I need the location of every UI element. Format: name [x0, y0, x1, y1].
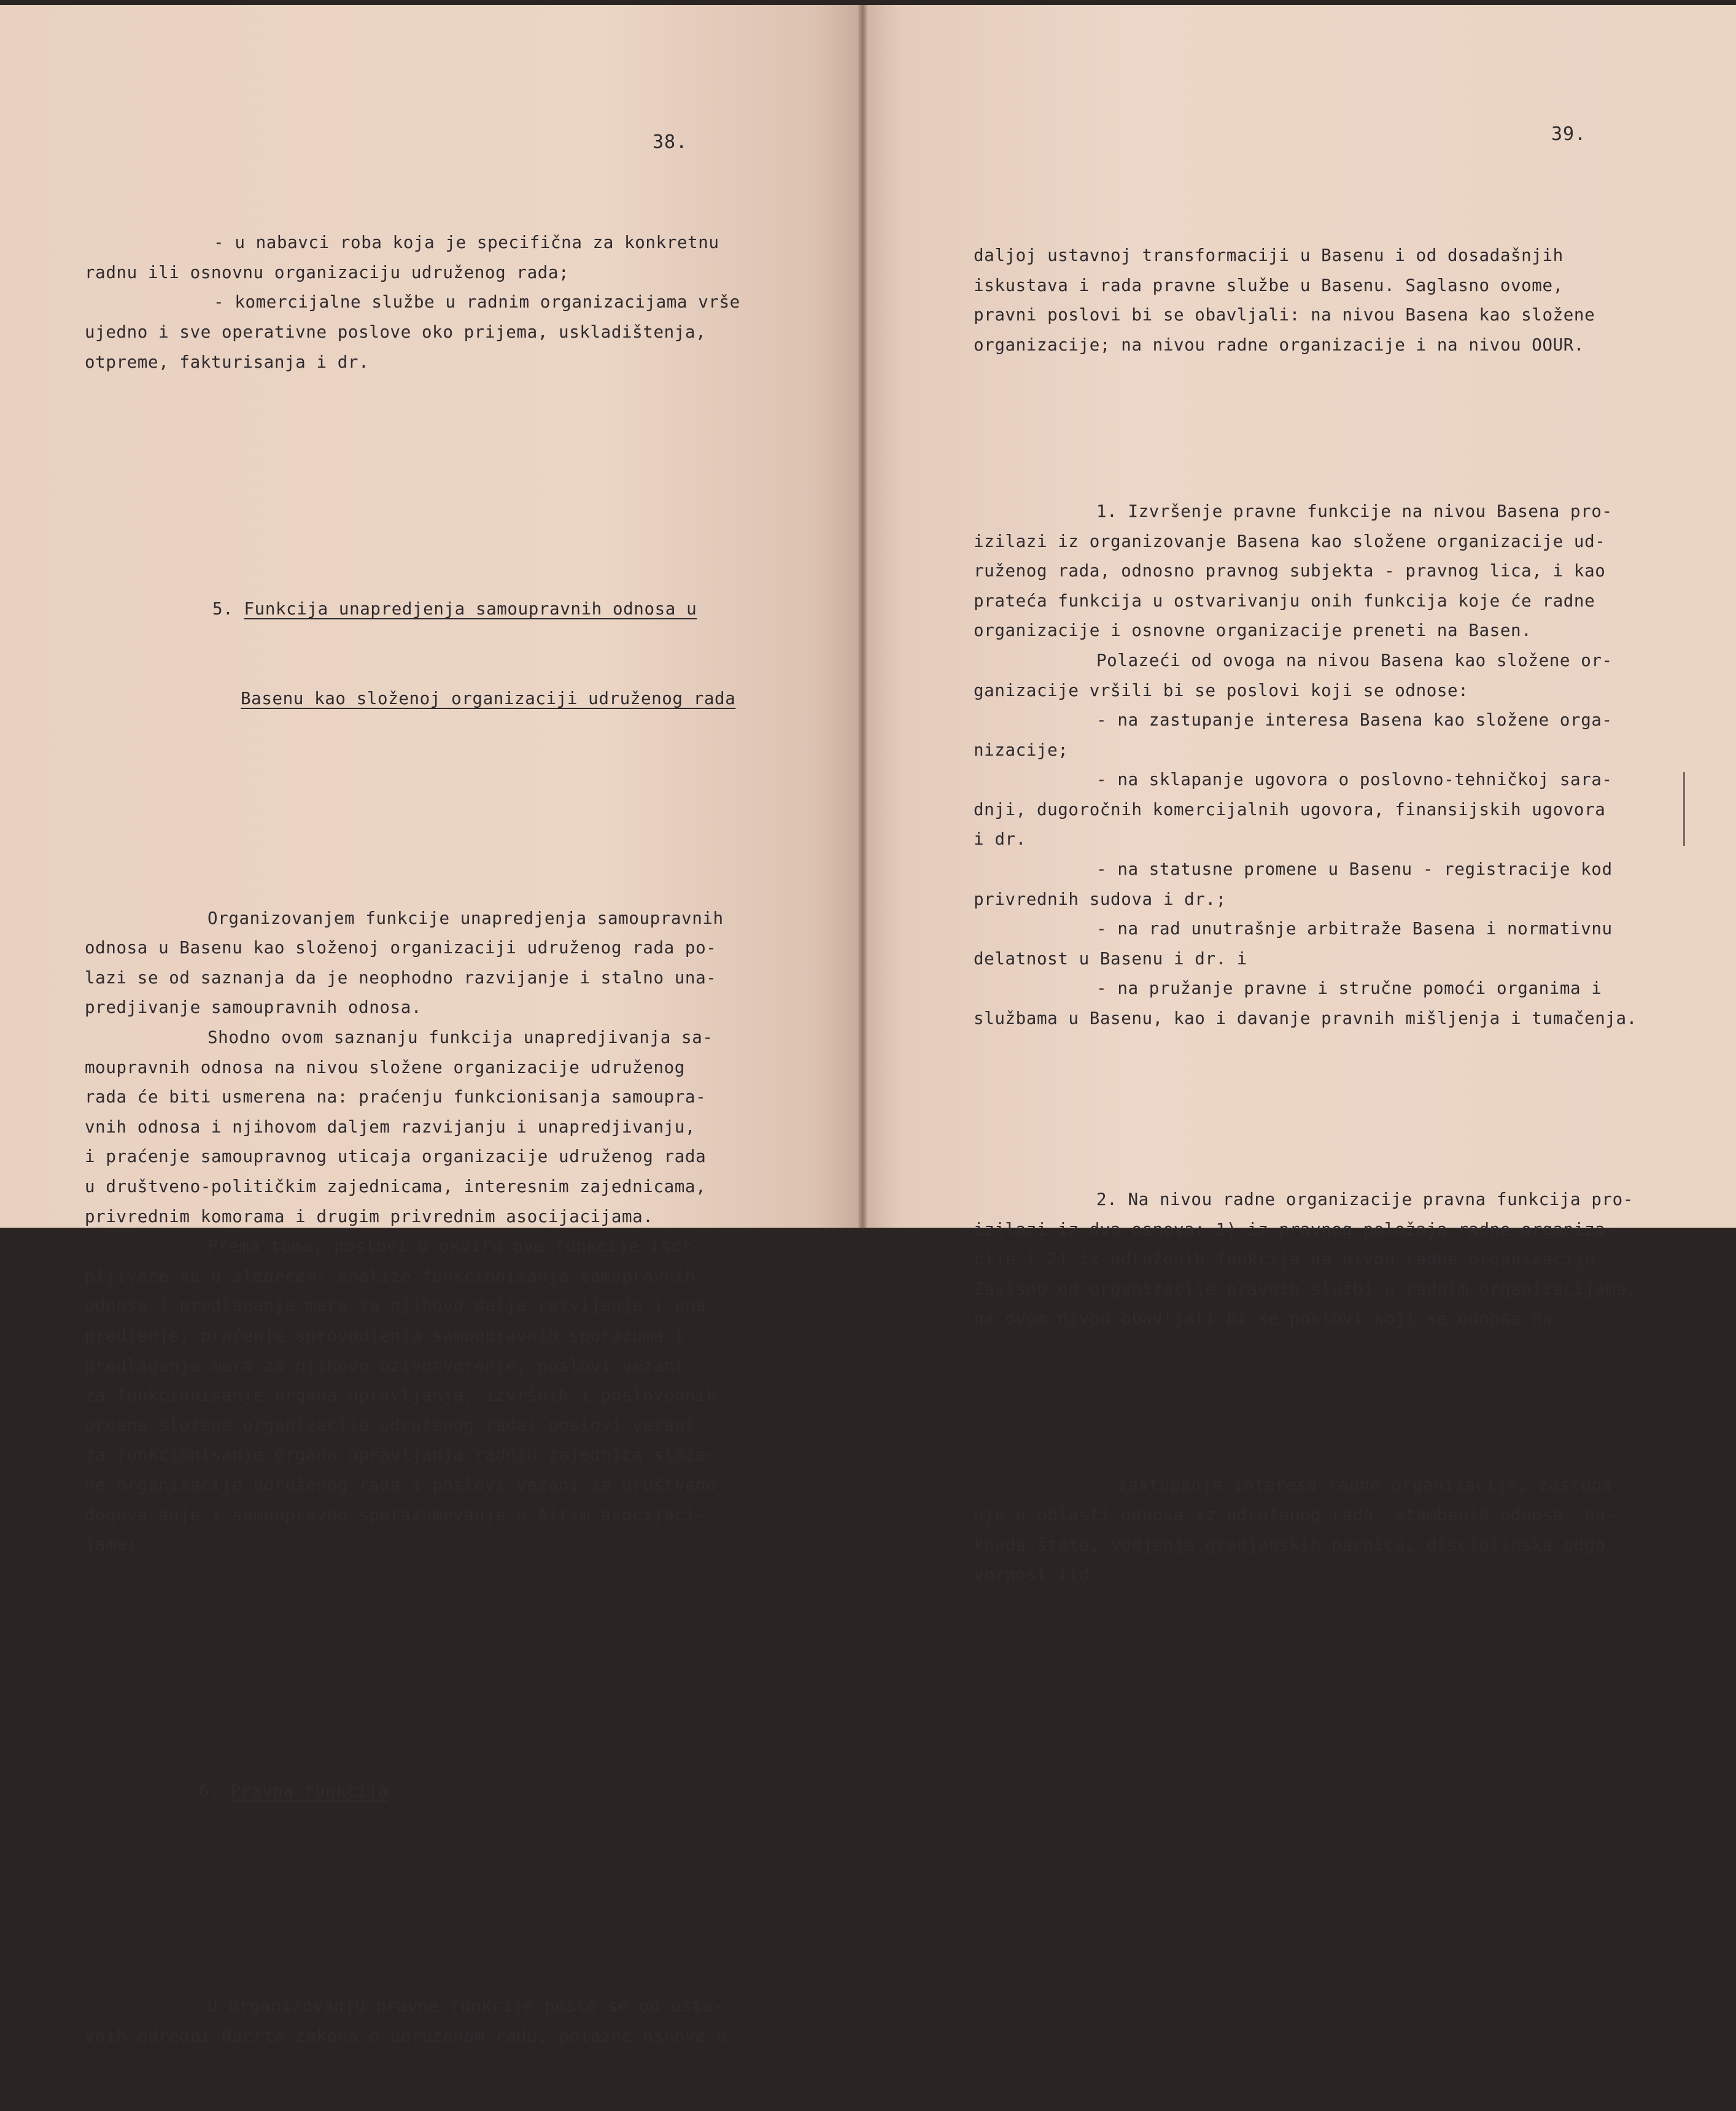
text-line: predjenje; praćenje sprovodjenja samoupravnih sporazuma i — [85, 1325, 685, 1346]
text-line: moupravnih odnosa na nivou složene organizacije udruženog — [85, 1057, 685, 1077]
page-text — [85, 168, 785, 2111]
text-line: i praćenje samoupravnog uticaja organizacije udruženog rada — [85, 1147, 707, 1167]
text-line: ruženog rada, odnosno pravnog subjekta - pravnog lica, i kao — [974, 561, 1606, 581]
heading-number: 5. — [212, 598, 234, 619]
heading-title-line: Pravna funkcija — [230, 1781, 389, 1802]
text-line: odnosa u Basenu kao složenoj organizaciji udruženog rada po- — [85, 938, 717, 958]
page-number: 39. — [1551, 123, 1587, 145]
text-line: Polazeći od ovoga na nivou Basena kao složene or- — [1096, 650, 1613, 670]
text-line: privrednih sudova i dr.; — [974, 889, 1226, 909]
text-line: odnosa i predlaganje mera za njihovo dalje razvijanje i una- — [85, 1296, 717, 1316]
page-number: 38. — [653, 131, 688, 153]
text-line: organa složene organizacije udruženog rada; poslovi vezani — [85, 1415, 696, 1435]
page-text — [974, 181, 1680, 1649]
text-line: za funkcionisanje organa upravljanja radnih zajednica slože- — [85, 1445, 717, 1465]
paragraph-block — [974, 1470, 1680, 1589]
text-line: - na statusne promene u Basenu - registracije kod — [1096, 859, 1613, 880]
section-heading-6 — [85, 1717, 785, 1866]
text-line: - na pružanje pravne i stručne pomoći organima i — [1096, 978, 1602, 999]
text-line: Shodno ovom saznanju funkcija unapredjivanja sa- — [207, 1028, 713, 1048]
text-line: pljivaće se u sledećem: analize funkcionisanja samopravnih — [85, 1266, 696, 1286]
text-line: organizacije i osnovne organizacije preneti na Basen. — [974, 621, 1532, 641]
paragraph-block — [974, 497, 1680, 1034]
text-line: dogovaranje i samoupravno sporazumevanje u širim asocijaci- — [85, 1505, 707, 1525]
text-line: delatnost u Basenu i dr. i — [974, 948, 1248, 969]
text-line: ne organizacije udruženog rada i poslovi vezani za društveno — [85, 1474, 717, 1495]
heading-title-line: Basenu kao složenoj organizaciji udruženog rada — [241, 688, 736, 708]
text-line: prateća funkcija u ostvarivanju onih funkcija koje će radne — [974, 591, 1595, 611]
text-line: Zavisno od organizacije pravnih službi u radnim organizacijama, — [974, 1279, 1637, 1299]
book-gutter — [858, 5, 867, 1228]
text-line: - na rad unutrašnje arbitraže Basena i normativnu — [1096, 919, 1613, 939]
heading-title-line: Funkcija unapredjenja samoupravnih odnosa u — [244, 598, 697, 619]
text-line: - zastupanje interesa radne organizacije, zastupa- — [1096, 1475, 1623, 1495]
paragraph-block — [974, 1185, 1680, 1334]
text-line: izilazi iz dva osnova: 1) iz pravnog položaja radne organiza- — [974, 1219, 1616, 1239]
paragraph-block — [974, 241, 1680, 360]
text-line: ganizacije vršili bi se poslovi koji se odnose: — [974, 680, 1469, 700]
text-line: 2. Na nivou radne organizacije pravna funkcija pro- — [1096, 1190, 1633, 1209]
left-page — [0, 5, 858, 2047]
text-line: knada štete, vodjenje gradjanskih parnica, disciplinska odgo- — [974, 1535, 1616, 1555]
text-line: vornost itd. — [974, 1565, 1100, 1585]
text-line: - na zastupanje interesa Basena kao složene orga- — [1096, 710, 1613, 730]
text-line: iskustava i rada pravne službe u Basenu. Saglasno ovome, — [974, 275, 1564, 295]
text-line: organizacije; na nivou radne organizacije i na nivou OOUR. — [974, 335, 1585, 355]
text-line: otpreme, fakturisanja i dr. — [85, 352, 370, 372]
text-line: radnu ili osnovnu organizaciju udruženog rada; — [85, 262, 570, 282]
margin-mark — [1683, 772, 1685, 846]
text-line: na ovom nivou obavljali bi se poslovi koji se odnose na: — [974, 1309, 1564, 1329]
text-line: predjivanje samoupravnih odnosa. — [85, 997, 422, 1018]
book-spread — [0, 5, 1736, 2047]
text-line: Organizovanjem funkcije unapredjenja samoupravnih — [207, 908, 724, 928]
text-line: vnih odnosa i njihovom daljem razvijanju i unapredjivanju, — [85, 1117, 696, 1137]
text-line: nje u oblasti odnosa iz udruženog rada, stambenih odnosa, na- — [974, 1505, 1616, 1525]
heading-number: 6. — [199, 1781, 220, 1802]
text-line: u društveno-političkim zajednicama, interesnim zajednicama, — [85, 1177, 707, 1196]
text-line: za funkcionisanje organa upravljanja, izvršnih i poslovodnih — [85, 1385, 717, 1406]
text-line: lazi se od saznanja da je neophodno razvijanje i stalno una- — [85, 967, 717, 988]
text-line: rada će biti usmerena na: praćenju funkcionisanja samoupra- — [85, 1087, 707, 1107]
right-page — [867, 5, 1736, 1585]
section-5-body — [85, 904, 785, 1560]
text-line: nizacije; — [974, 740, 1069, 760]
text-line: vnih odredbi Nacrta zakona o udruženom radu, polazne osnove u — [85, 2026, 727, 2047]
text-line: 1. Izvršenje pravne funkcije na nivou Basena pro- — [1096, 501, 1613, 521]
text-line: pravni poslovi bi se obavljali: na nivou Basena kao složene — [974, 305, 1595, 325]
text-line: - komercijalne službe u radnim organizacijama vrše — [214, 292, 740, 312]
text-line: dnji, dugoročnih komercijalnih ugovora, finansijskih ugovora — [974, 799, 1606, 819]
text-line: daljoj ustavnoj transformaciji u Basenu i od dosadašnjih — [974, 246, 1564, 266]
text-line: ujedno i sve operativne poslove oko prijema, uskladištenja, — [85, 322, 707, 342]
intro-block — [85, 228, 785, 377]
text-line: - u nabavci roba koja je specifična za konkretnu — [214, 233, 719, 253]
text-line: U organizovanju pravne funkcije pošlo se od usta- — [207, 1996, 724, 2016]
text-line: izilazi iz organizovanje Basena kao složene organizacije ud- — [974, 531, 1606, 551]
text-line: jama; — [85, 1535, 138, 1555]
text-line: cije i 2) iz udruženih funkcija na nivou radne organizacije. — [974, 1249, 1606, 1269]
section-6-body — [85, 1991, 785, 2051]
section-heading-5 — [85, 535, 785, 773]
text-line: i dr. — [974, 829, 1026, 850]
text-line: Prema tome, poslovi u okviru ove funkcije iscr- — [207, 1236, 703, 1257]
text-line: predlaganje mera za njihovo oživotvorenje; poslovi vezani — [85, 1355, 685, 1376]
text-line: privrednim komorama i drugim privrednim asocijacijama. — [85, 1206, 654, 1226]
text-line: službama u Basenu, kao i davanje pravnih mišljenja i tumačenja. — [974, 1009, 1637, 1029]
text-line: - na sklapanje ugovora o poslovno-tehničkoj sara- — [1096, 770, 1613, 790]
